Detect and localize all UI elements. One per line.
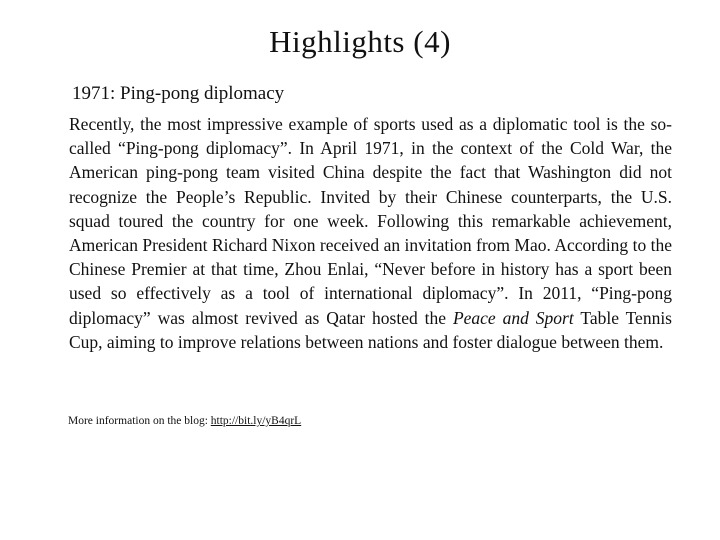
body-text-part1: Recently, the most impressive example of sports used as a diplomatic tool is the so-called “Ping-pong diplomacy”. In April 1971, in the context of the Cold War, the American ping-pong team visited China despite the fact that Washington did not recognize the People’s Republic. Invited by their Chinese counterparts, the U.S. squad toured the country for one week. Following this remarkable achievement, American President Richard Nixon received an invitation from Mao. According to the Chinese Premier at that time, Zhou Enlai, “Never before in history has a sport been used so effectively as a tool of international diplomacy”. In 2011, “Ping-pong diplomacy” was almost revived as Qatar hosted the	[69, 114, 672, 328]
body-paragraph	[69, 112, 672, 354]
body-text-italic: Peace and Sport	[452, 307, 574, 328]
slide-title: Highlights (4)	[269, 24, 451, 59]
blog-link[interactable]: http://bit.ly/yB4qrL	[210, 415, 302, 427]
footer-note	[68, 415, 301, 427]
footer-label: More information on the blog:	[68, 415, 211, 427]
body-text-part2: Table Tennis Cup, aiming to improve relations between nations and foster dialogue between them.	[69, 307, 672, 352]
slide-subtitle: 1971: Ping-pong diplomacy	[72, 83, 285, 104]
